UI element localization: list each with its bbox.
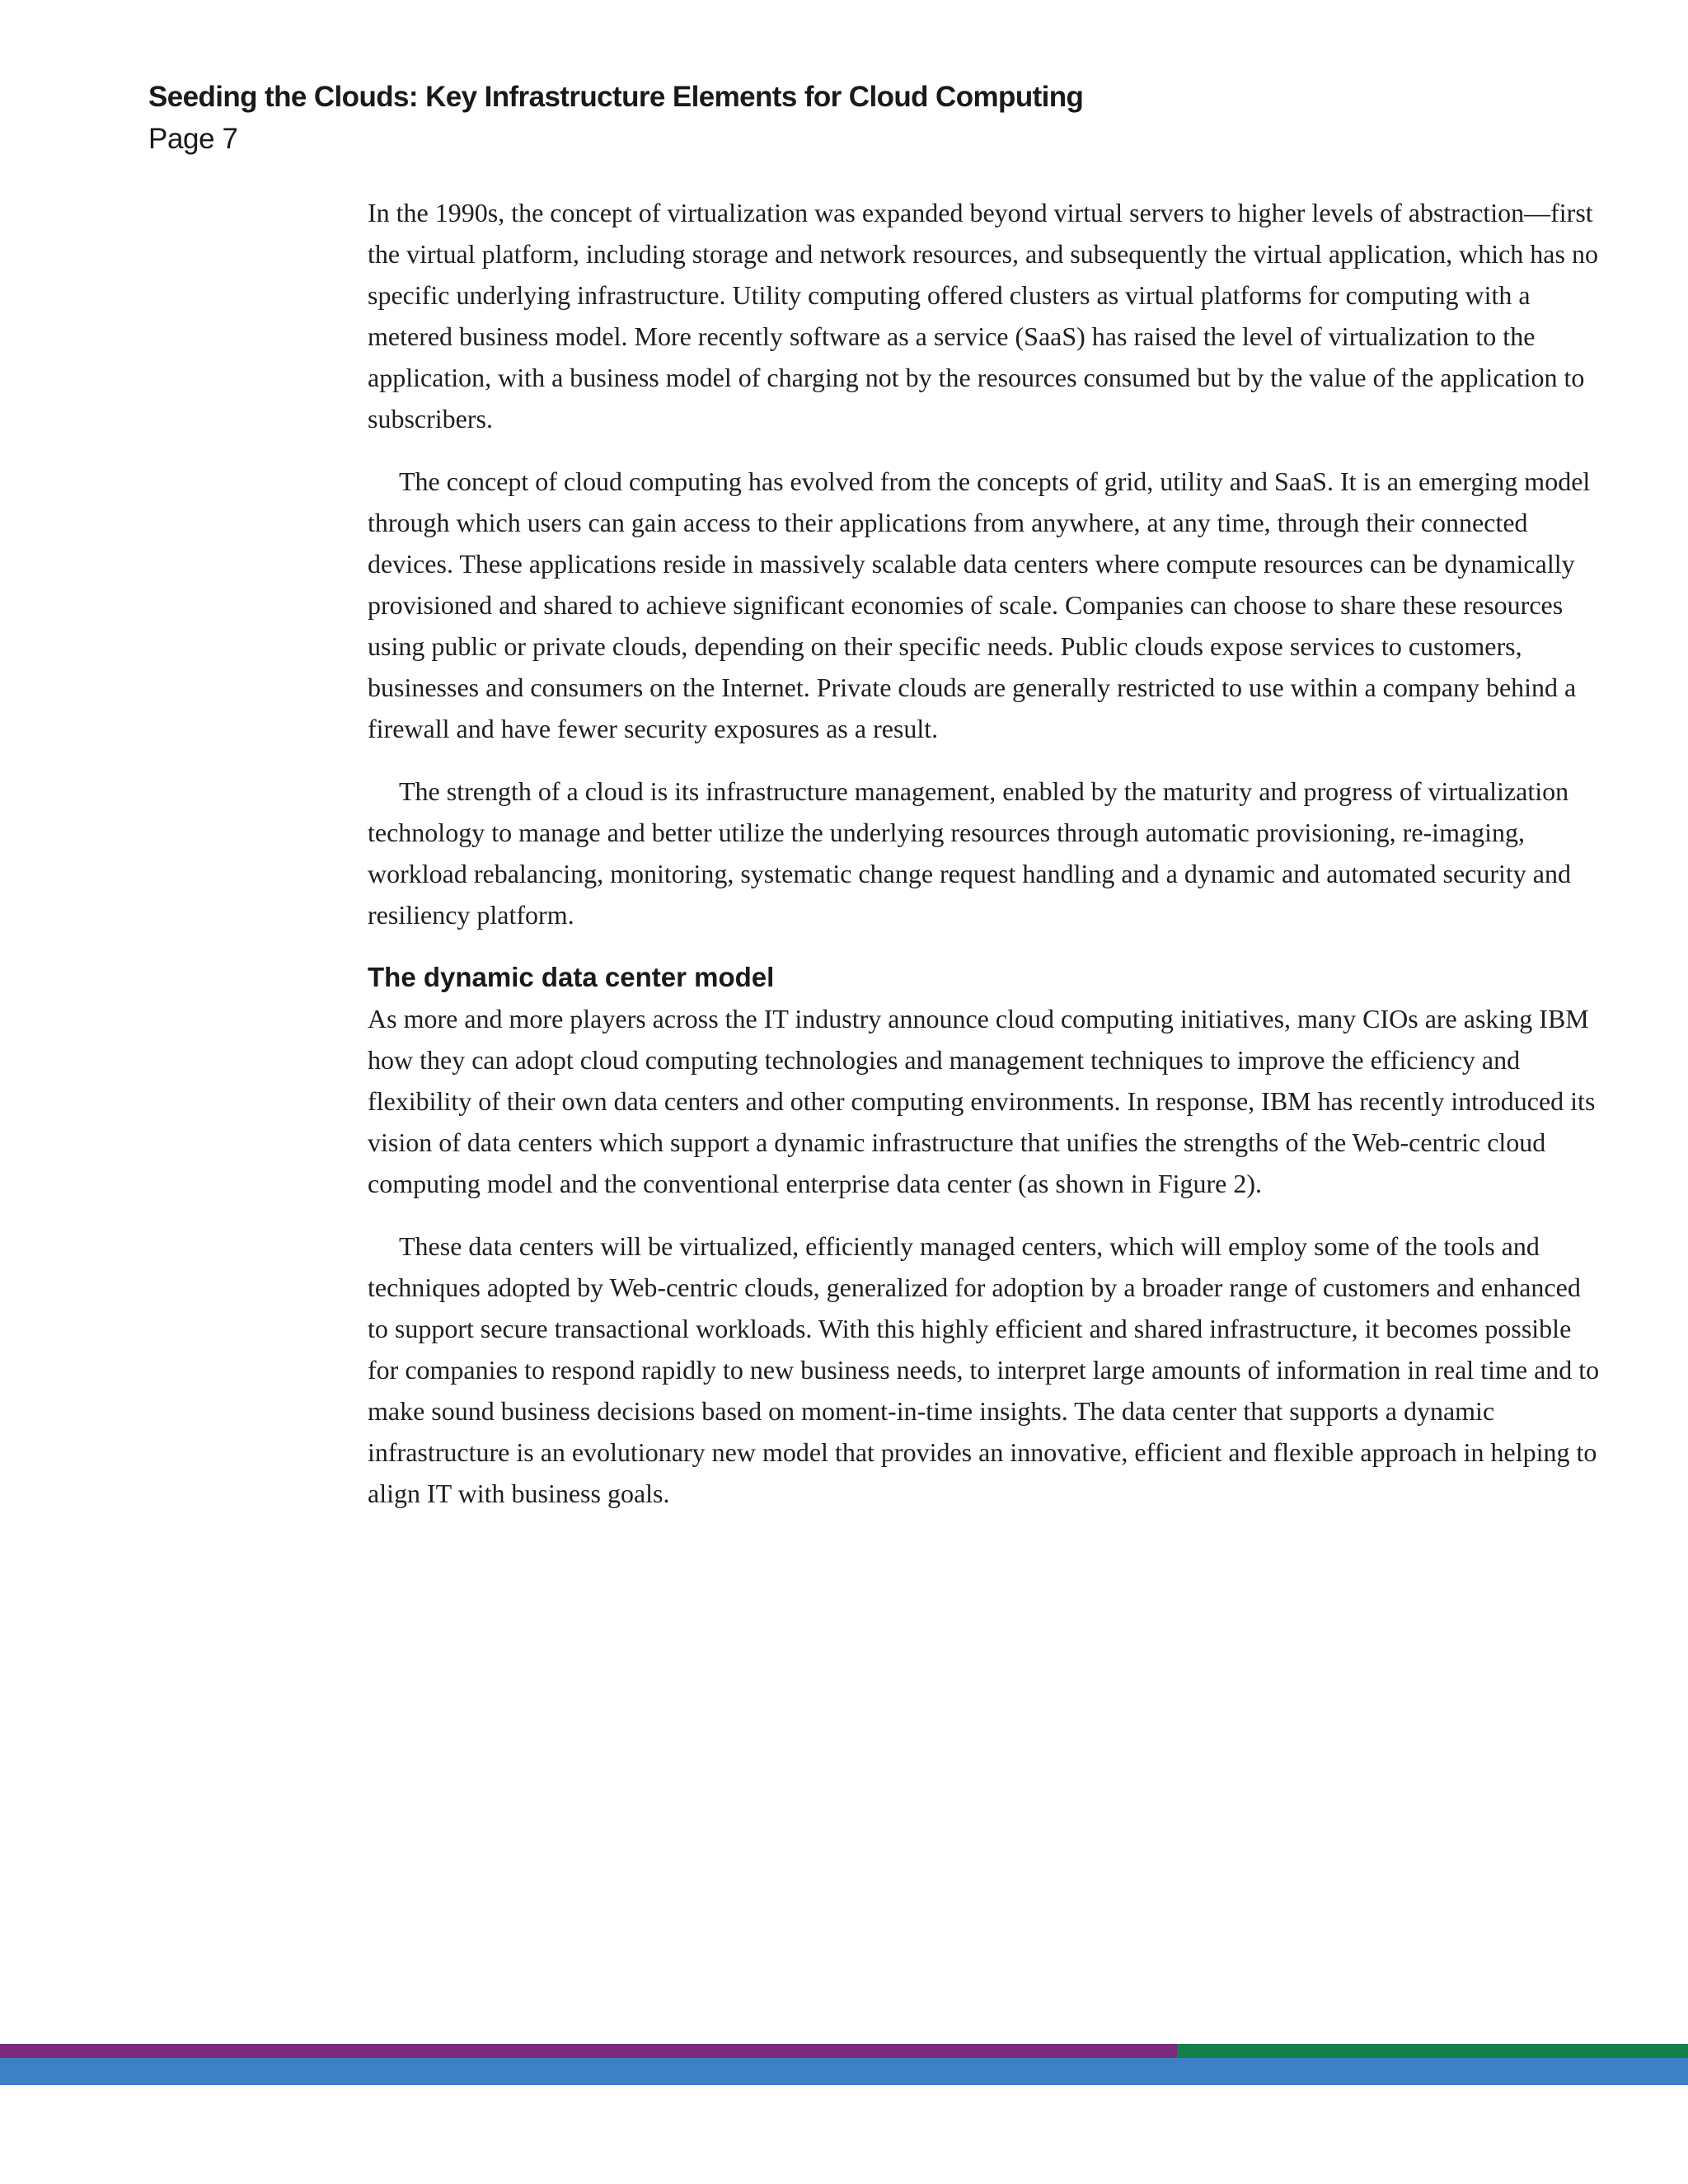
footer-bar-green [1177, 2044, 1688, 2058]
page-number: Page 7 [148, 123, 238, 155]
paragraph-virtualized-data-centers: These data centers will be virtualized, efficiently managed centers, which will employ some of the tools and techniques adopted by Web-centric clouds, generalized for adoption by a broader range of customers and enhanced to support secure transactional workloads. With this highly efficient and shared infrastructure, it becomes possible for companies to respond rapidly to new business needs, to interpret large amounts of information in real time and to make sound business decisions based on moment-in-time insights. The data center that supports a dynamic infrastructure is an evolutionary new model that provides an innovative, efficient and flexible approach in helping to align IT with business goals. [368, 1231, 1600, 1508]
footer-bar-blue [0, 2058, 1688, 2085]
footer-bar-purple [0, 2044, 1177, 2058]
body-text [368, 192, 1602, 1535]
paragraph-cio-questions: As more and more players across the IT industry announce cloud computing initiatives, many CIOs are asking IBM how they can adopt cloud computing technologies and management techniques to improve the efficiency and flexibility of their own data centers and other computing environments. In response, IBM has recently introduced its vision of data centers which support a dynamic infrastructure that unifies the strengths of the Web-centric cloud computing model and the conventional enterprise data center (as shown in Figure 2). [368, 1004, 1596, 1198]
paragraph-cloud-concept: The concept of cloud computing has evolved from the concepts of grid, utility and SaaS. It is an emerging model through which users can gain access to their applications from anywhere, at any time, through their connected devices. These applications reside in massively scalable data centers where compute resources can be dynamically provisioned and shared to achieve significant economies of scale. Companies can choose to share these resources using public or private clouds, depending on their specific needs. Public clouds expose services to customers, businesses and consumers on the Internet. Private clouds are generally restricted to use within a company behind a firewall and have fewer security exposures as a result. [368, 466, 1591, 743]
section-heading: The dynamic data center model [368, 962, 775, 992]
paragraph-infrastructure-management: The strength of a cloud is its infrastructure management, enabled by the maturity and progress of virtualization technology to manage and better utilize the underlying resources through automatic provisioning, re-imaging, workload rebalancing, monitoring, systematic change request handling and a dynamic and automated security and resiliency platform. [368, 776, 1571, 930]
paragraph-virtualization-history: In the 1990s, the concept of virtualization was expanded beyond virtual servers to higher levels of abstraction—first the virtual platform, including storage and network resources, and subsequently the virtual application, which has no specific underlying infrastructure. Utility computing offered clusters as virtual platforms for computing with a metered business model. More recently software as a service (SaaS) has raised the level of virtualization to the application, with a business model of charging not by the resources consumed but by the value of the application to subscribers. [368, 198, 1598, 434]
document-title: Seeding the Clouds: Key Infrastructure Elements for Cloud Computing [148, 81, 1084, 113]
running-header [148, 76, 1550, 160]
